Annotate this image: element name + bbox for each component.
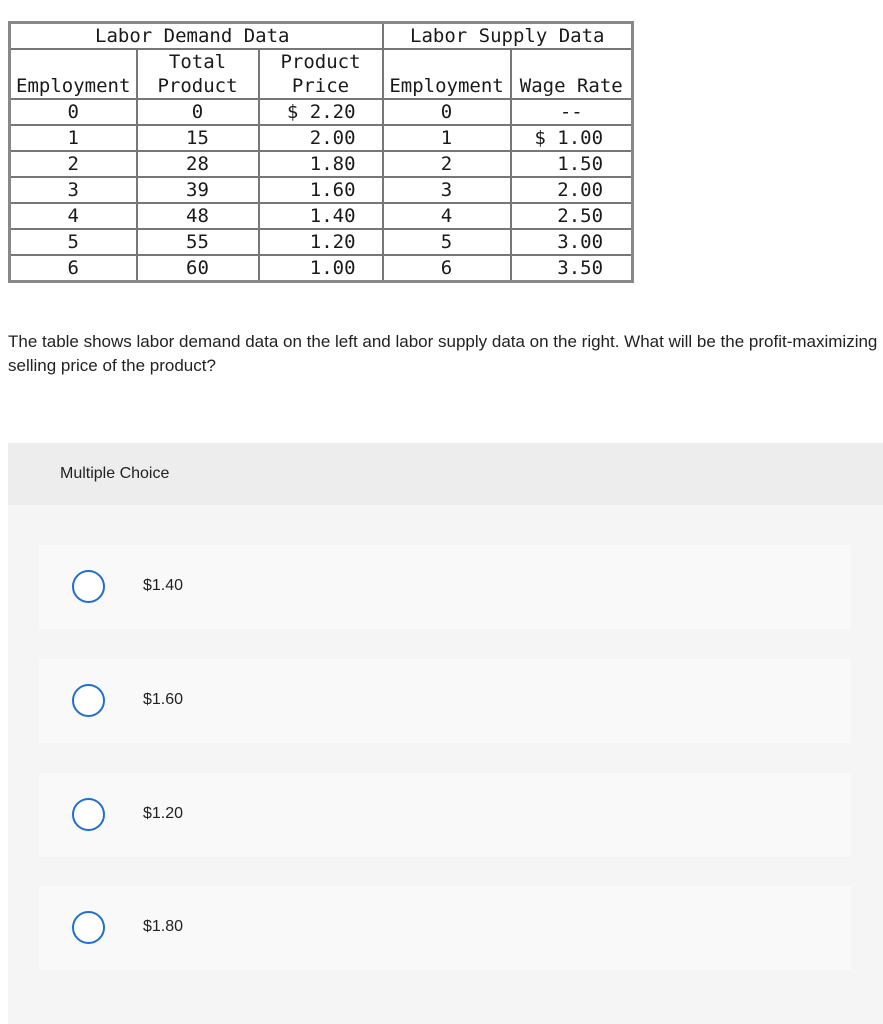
cell-total-product: 0 <box>137 99 259 125</box>
table-row <box>10 177 633 203</box>
multiple-choice-label: Multiple Choice <box>60 465 170 482</box>
choice-option-2[interactable] <box>39 659 851 743</box>
cell-employment: 4 <box>10 203 137 229</box>
choice-option-1[interactable] <box>39 545 851 629</box>
column-header-row-2 <box>10 74 633 99</box>
cell-total-product: 60 <box>137 255 259 282</box>
choice-label[interactable]: $1.80 <box>143 918 184 935</box>
cell-total-product: 15 <box>137 125 259 151</box>
cell-wage: 2.00 <box>511 177 633 203</box>
cell-supply-employment: 4 <box>383 203 511 229</box>
choice-label[interactable]: $1.40 <box>143 577 184 594</box>
labor-data-table <box>8 21 634 283</box>
header-wage-blank <box>511 49 633 74</box>
cell-supply-employment: 2 <box>383 151 511 177</box>
cell-supply-employment: 1 <box>383 125 511 151</box>
cell-wage: 3.00 <box>511 229 633 255</box>
table-row <box>10 151 633 177</box>
cell-total-product: 55 <box>137 229 259 255</box>
labor-demand-title: Labor Demand Data <box>10 23 383 50</box>
choice-option-3[interactable] <box>39 773 851 857</box>
group-header-row <box>10 23 633 50</box>
choice-label[interactable]: $1.20 <box>143 805 184 822</box>
cell-wage: 3.50 <box>511 255 633 282</box>
multiple-choice-panel <box>8 443 883 1024</box>
table-row <box>10 203 633 229</box>
column-header-row-1 <box>10 49 633 74</box>
cell-supply-employment: 6 <box>383 255 511 282</box>
cell-price: 1.60 <box>259 177 383 203</box>
choice-option-4[interactable] <box>39 886 851 970</box>
cell-employment: 3 <box>10 177 137 203</box>
header-product-price-line1: Product <box>259 49 383 74</box>
cell-employment: 5 <box>10 229 137 255</box>
header-product-price-line2: Price <box>259 74 383 99</box>
labor-supply-title: Labor Supply Data <box>383 23 633 50</box>
cell-price: 1.00 <box>259 255 383 282</box>
header-total-product-line1: Total <box>137 49 259 74</box>
cell-total-product: 48 <box>137 203 259 229</box>
cell-supply-employment: 5 <box>383 229 511 255</box>
cell-wage: -- <box>511 99 633 125</box>
table-row <box>10 99 633 125</box>
table-row <box>10 255 633 282</box>
header-supply-employment: Employment <box>383 74 511 99</box>
multiple-choice-header <box>8 443 883 505</box>
cell-total-product: 28 <box>137 151 259 177</box>
header-wage-rate: Wage Rate <box>511 74 633 99</box>
radio-button[interactable] <box>72 798 105 831</box>
header-employment: Employment <box>10 74 137 99</box>
cell-price: 1.20 <box>259 229 383 255</box>
cell-wage: $ 1.00 <box>511 125 633 151</box>
cell-total-product: 39 <box>137 177 259 203</box>
table-row <box>10 125 633 151</box>
cell-employment: 1 <box>10 125 137 151</box>
cell-price: 1.40 <box>259 203 383 229</box>
cell-employment: 6 <box>10 255 137 282</box>
radio-button[interactable] <box>72 684 105 717</box>
radio-button[interactable] <box>72 911 105 944</box>
cell-wage: 1.50 <box>511 151 633 177</box>
cell-supply-employment: 0 <box>383 99 511 125</box>
cell-employment: 2 <box>10 151 137 177</box>
question-text: The table shows labor demand data on the left and labor supply data on the right. What will be the profit-maximizing selling price of the product? <box>8 332 878 375</box>
radio-button[interactable] <box>72 570 105 603</box>
cell-price: 2.00 <box>259 125 383 151</box>
cell-employment: 0 <box>10 99 137 125</box>
cell-supply-employment: 3 <box>383 177 511 203</box>
header-total-product-line2: Product <box>137 74 259 99</box>
cell-wage: 2.50 <box>511 203 633 229</box>
header-supply-employment-blank <box>383 49 511 74</box>
header-employment-blank <box>10 49 137 74</box>
table-row <box>10 229 633 255</box>
choice-label[interactable]: $1.60 <box>143 691 184 708</box>
cell-price: 1.80 <box>259 151 383 177</box>
cell-price: $ 2.20 <box>259 99 383 125</box>
